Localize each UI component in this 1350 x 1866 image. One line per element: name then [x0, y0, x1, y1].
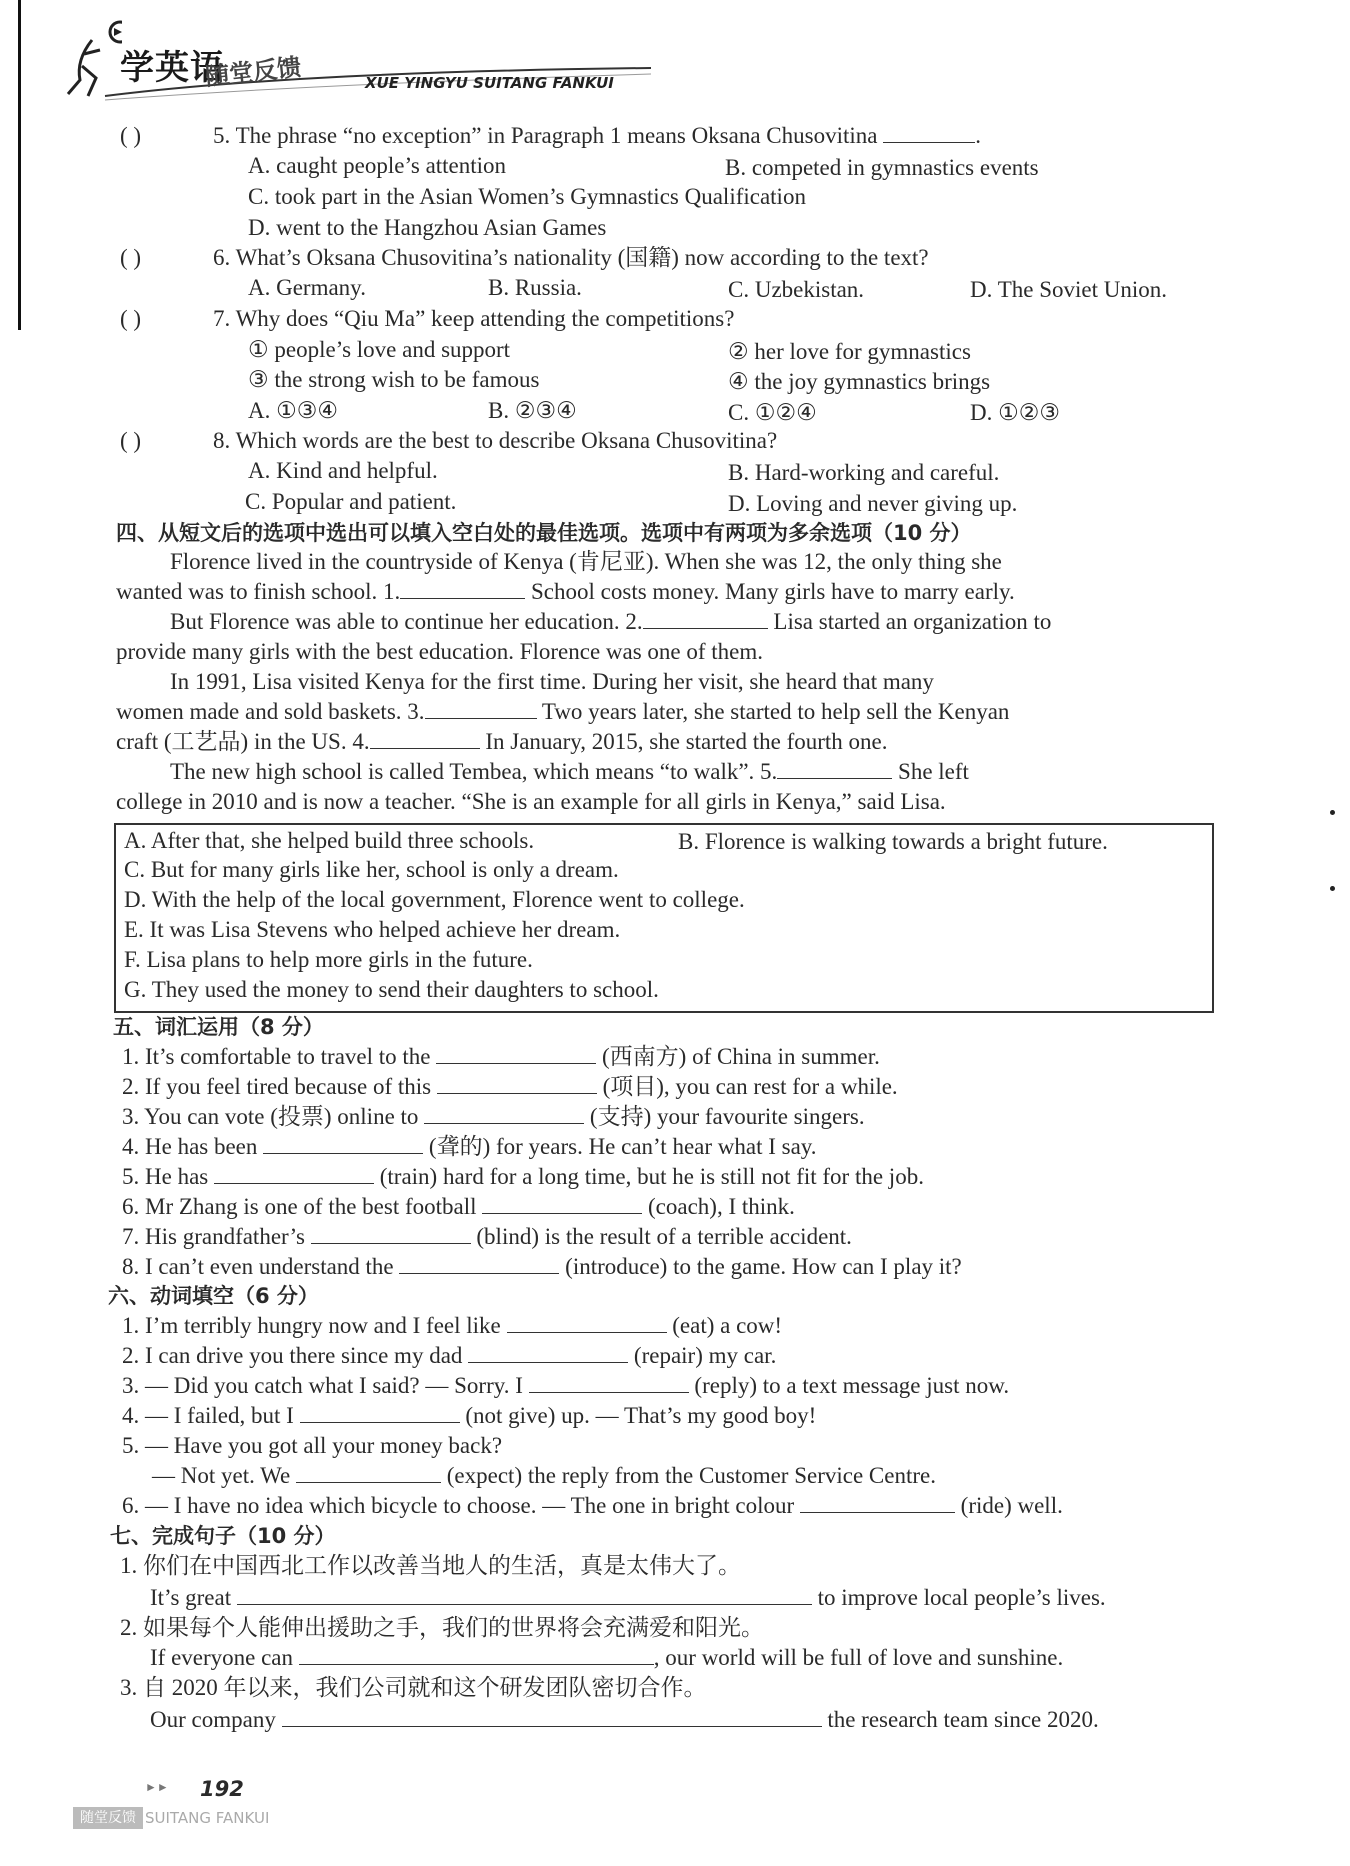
blank[interactable] [214, 1163, 374, 1184]
blank-4[interactable] [370, 728, 480, 749]
part7-sentence-1-cn: 1. 你们在中国西北工作以改善当地人的生活，真是太伟大了。 [120, 1553, 741, 1578]
q7-option-d: D. ①②③ [970, 400, 1060, 425]
option-a: A. After that, she helped build three schools. [124, 828, 535, 853]
part4-para2-line1: But Florence was able to continue her education. 2. Lisa started an organization to [170, 609, 1052, 634]
q6-stem: 6. What’s Oksana Chusovitina’s nationality (国籍) now according to the text? [213, 245, 929, 270]
blank[interactable] [237, 1584, 812, 1605]
q6-option-d: D. The Soviet Union. [970, 277, 1167, 302]
q7-option-b: B. ②③④ [488, 398, 577, 423]
part4-para4-line1: The new high school is called Tembea, which means “to walk”. 5. She left [170, 759, 969, 784]
q7-item-4: ④ the joy gymnastics brings [728, 369, 991, 394]
option-d: D. With the help of the local government, Florence went to college. [124, 887, 745, 912]
blank[interactable] [437, 1073, 597, 1094]
part6-item-5-reply: — Not yet. We (expect) the reply from the Customer Service Centre. [152, 1463, 936, 1488]
q7-option-a: A. ①③④ [248, 398, 338, 423]
blank[interactable] [507, 1312, 667, 1333]
part7-sentence-2: If everyone can , our world will be full of love and sunshine. [150, 1645, 1064, 1670]
q5-paren: ( ) [120, 123, 142, 148]
blank[interactable] [800, 1492, 955, 1513]
footer-badge: 随堂反馈 [73, 1807, 143, 1829]
q7-option-c: C. ①②④ [728, 400, 817, 425]
blank[interactable] [529, 1372, 689, 1393]
blank[interactable] [299, 1644, 654, 1665]
q6-option-c: C. Uzbekistan. [728, 277, 865, 302]
part4-para1-line1: Florence lived in the countryside of Kenya (肯尼亚). When she was 12, the only thing she [170, 549, 1002, 574]
option-e: E. It was Lisa Stevens who helped achieve her dream. [124, 917, 621, 942]
part7-heading: 七、完成句子（10 分） [110, 1524, 336, 1548]
blank[interactable] [300, 1402, 460, 1423]
part6-item-3: 3. — Did you catch what I said? — Sorry. I (reply) to a text message just now. [122, 1373, 1010, 1398]
part5-item-1: 1. It’s comfortable to travel to the (西南方) of China in summer. [122, 1044, 880, 1069]
margin-dot [1330, 886, 1335, 891]
q7-item-2: ② her love for gymnastics [728, 339, 971, 364]
q6-paren: ( ) [120, 245, 142, 270]
blank[interactable] [468, 1342, 628, 1363]
part5-item-2: 2. If you feel tired because of this (项目), you can rest for a while. [122, 1074, 898, 1099]
q5-option-d: D. went to the Hangzhou Asian Games [248, 215, 607, 240]
option-c: C. But for many girls like her, school is only a dream. [124, 857, 619, 882]
part4-para1-line2: wanted was to finish school. 1. School costs money. Many girls have to marry early. [116, 579, 1015, 604]
q8-paren: ( ) [120, 428, 142, 453]
q7-stem: 7. Why does “Qiu Ma” keep attending the competitions? [213, 306, 735, 331]
part5-item-8: 8. I can’t even understand the (introduce) to the game. How can I play it? [122, 1254, 962, 1279]
blank-3[interactable] [425, 698, 537, 719]
header-subtitle: 随堂反馈 [204, 53, 303, 91]
footer-text: SUITANG FANKUI [145, 1809, 270, 1827]
margin-dot [1330, 810, 1335, 815]
q5-stem: 5. The phrase “no exception” in Paragraph 1 means Oksana Chusovitina . [213, 123, 981, 148]
part6-item-2: 2. I can drive you there since my dad (repair) my car. [122, 1343, 777, 1368]
header-pinyin: XUE YINGYU SUITANG FANKUI [365, 74, 614, 92]
q8-option-a: A. Kind and helpful. [248, 458, 438, 483]
part6-item-1: 1. I’m terribly hungry now and I feel like (eat) a cow! [122, 1313, 783, 1338]
q5-option-b: B. competed in gymnastics events [725, 155, 1039, 180]
part4-para3-line3: craft (工艺品) in the US. 4. In January, 2015, she started the fourth one. [116, 729, 888, 754]
blank[interactable] [482, 1193, 642, 1214]
blank-1[interactable] [400, 578, 525, 599]
part5-item-5: 5. He has (train) hard for a long time, but he is still not fit for the job. [122, 1164, 924, 1189]
blank[interactable] [296, 1462, 441, 1483]
part5-heading: 五、词汇运用（8 分） [113, 1015, 324, 1039]
part6-item-4: 4. — I failed, but I (not give) up. — That’s my good boy! [122, 1403, 817, 1428]
blank[interactable] [436, 1043, 596, 1064]
q5-option-c: C. took part in the Asian Women’s Gymnastics Qualification [248, 184, 806, 209]
part7-sentence-3: Our company the research team since 2020. [150, 1707, 1099, 1732]
q6-option-a: A. Germany. [248, 275, 366, 300]
part4-para3-line1: In 1991, Lisa visited Kenya for the first time. During her visit, she heard that many [170, 669, 934, 694]
part5-item-7: 7. His grandfather’s (blind) is the result of a terrible accident. [122, 1224, 852, 1249]
part6-heading: 六、动词填空（6 分） [108, 1284, 319, 1308]
blank-2[interactable] [643, 608, 768, 629]
part4-para2-line2: provide many girls with the best education. Florence was one of them. [116, 639, 764, 664]
q7-item-1: ① people’s love and support [248, 337, 511, 362]
blank[interactable] [263, 1133, 423, 1154]
q8-option-d: D. Loving and never giving up. [728, 491, 1018, 516]
q8-option-c: C. Popular and patient. [245, 489, 457, 514]
part6-item-5: 5. — Have you got all your money back? [122, 1433, 503, 1458]
q7-paren: ( ) [120, 306, 142, 331]
part4-para3-line2: women made and sold baskets. 3. Two years later, she started to help sell the Kenyan [116, 699, 1010, 724]
option-f: F. Lisa plans to help more girls in the future. [124, 947, 533, 972]
q7-item-3: ③ the strong wish to be famous [248, 367, 540, 392]
blank[interactable] [311, 1223, 471, 1244]
part4-heading: 四、从短文后的选项中选出可以填入空白处的最佳选项。选项中有两项为多余选项（10 分） [116, 521, 972, 545]
page-arrow-icon: ►► [145, 1780, 169, 1794]
part5-item-4: 4. He has been (聋的) for years. He can’t hear what I say. [122, 1134, 817, 1159]
blank[interactable] [399, 1253, 559, 1274]
part7-sentence-1: It’s great to improve local people’s lives. [150, 1585, 1106, 1610]
part5-item-6: 6. Mr Zhang is one of the best football (coach), I think. [122, 1194, 795, 1219]
binding-edge [18, 0, 21, 330]
q5-option-a: A. caught people’s attention [248, 153, 507, 178]
blank[interactable] [424, 1103, 584, 1124]
q8-stem: 8. Which words are the best to describe Oksana Chusovitina? [213, 428, 778, 453]
q8-option-b: B. Hard-working and careful. [728, 460, 1000, 485]
header-title: 学英语 [120, 48, 225, 88]
page-number: 192 [200, 1777, 244, 1801]
part4-para4-line2: college in 2010 and is now a teacher. “She is an example for all girls in Kenya,” said Lisa. [116, 789, 946, 814]
part6-item-6: 6. — I have no idea which bicycle to choose. — The one in bright colour (ride) well. [122, 1493, 1063, 1518]
part7-sentence-2-cn: 2. 如果每个人能伸出援助之手，我们的世界将会充满爱和阳光。 [120, 1615, 764, 1640]
part5-item-3: 3. You can vote (投票) online to (支持) your favourite singers. [122, 1104, 865, 1129]
option-g: G. They used the money to send their daughters to school. [124, 977, 659, 1002]
blank[interactable] [282, 1706, 822, 1727]
part7-sentence-3-cn: 3. 自 2020 年以来，我们公司就和这个研发团队密切合作。 [120, 1675, 707, 1700]
q6-option-b: B. Russia. [488, 275, 582, 300]
blank-5[interactable] [777, 758, 892, 779]
option-b: B. Florence is walking towards a bright future. [678, 829, 1108, 854]
